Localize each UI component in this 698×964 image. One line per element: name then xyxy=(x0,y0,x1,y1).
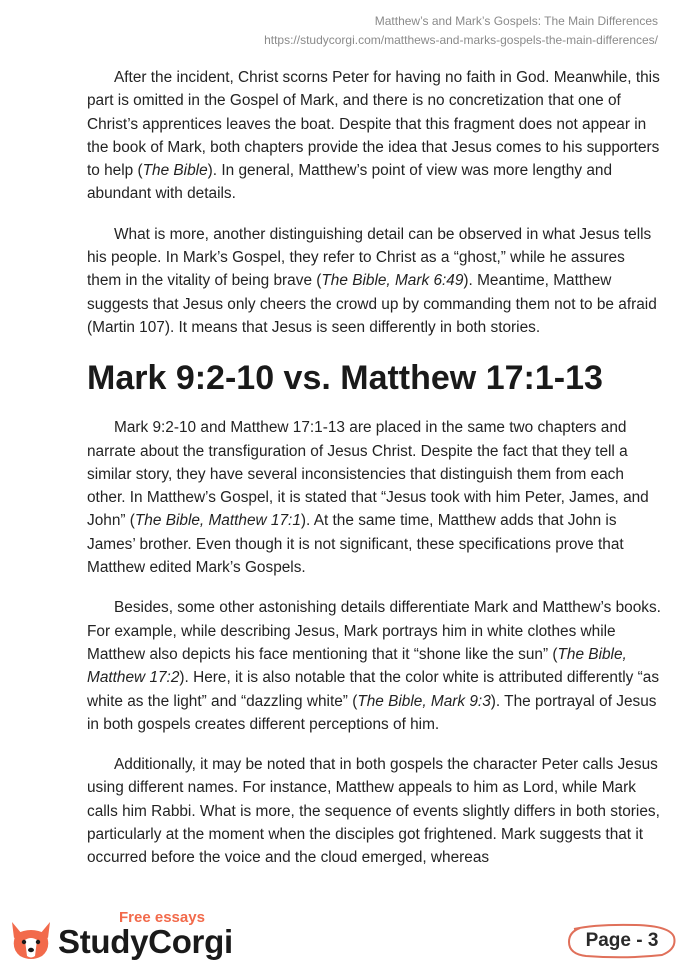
page-number: Page - 3 xyxy=(585,930,659,951)
document-title: Matthew’s and Mark’s Gospels: The Main Differences xyxy=(374,14,658,28)
document-url[interactable]: https://studycorgi.com/matthews-and-marks-gospels-the-main-differences/ xyxy=(264,33,658,47)
studycorgi-logo[interactable] xyxy=(8,908,233,960)
paragraph: Besides, some other astonishing details differentiate Mark and Matthew’s books. For example, while describing Jesus, Mark portrays him in white clothes while Matthew also depicts his face mentioning that it “shone like the sun” (The Bible, Matthew 17:2). Here, it is also notable that the color white is attributed differently “as white as the light” and “dazzling white” (The Bible, Mark 9:3). The portrayal of Jesus in both gospels creates different perceptions of him. xyxy=(87,599,661,733)
brand-name: StudyCorgi xyxy=(58,923,233,960)
paragraph: Mark 9:2-10 and Matthew 17:1-13 are placed in the same two chapters and narrate about the transfiguration of Jesus Christ. Despite the fact that they tell a similar story, they have several inconsistencies that distinguish them from each other. In Matthew’s Gospel, it is stated that “Jesus took with him Peter, James, and John” (The Bible, Matthew 17:1). At the same time, Matthew adds that John is James’ brother. Even though it is not significant, these specifications prove that Matthew edited Mark’s Gospels. xyxy=(87,419,649,577)
section-heading: Mark 9:2-10 vs. Matthew 17:1-13 xyxy=(87,359,603,398)
corgi-logo-icon xyxy=(8,918,54,960)
paragraph: What is more, another distinguishing detail can be observed in what Jesus tells his people. In Mark’s Gospel, they refer to Christ as a “ghost,” while he assures them in the vitality of being brave (The Bible, Mark 6:49). Meantime, Matthew suggests that Jesus only cheers the crowd up by commanding them not to be afraid (Martin 107). It means that Jesus is seen differently in both stories. xyxy=(87,225,657,336)
document-body xyxy=(87,66,662,887)
page-header xyxy=(264,12,658,50)
tagline: Free essays xyxy=(119,909,205,926)
paragraph: After the incident, Christ scorns Peter for having no faith in God. Meanwhile, this part is omitted in the Gospel of Mark, and there is no concretization that one of Christ’s apprentices leaves the boat. Despite that this fragment does not appear in the book of Mark, both chapters provide the idea that Jesus comes to his supporters to help (The Bible). In general, Matthew’s point of view was more lengthy and abundant with details. xyxy=(87,69,660,203)
page-number-badge xyxy=(566,923,678,959)
paragraph: Additionally, it may be noted that in both gospels the character Peter calls Jesus using different names. For instance, Matthew appeals to him as Lord, while Mark calls him Rabbi. What is more, the sequence of events slightly differs in both stories, particularly at the moment when the disciples got frightened. Mark suggests that it occurred before the voice and the cloud emerged, whereas xyxy=(87,756,660,867)
